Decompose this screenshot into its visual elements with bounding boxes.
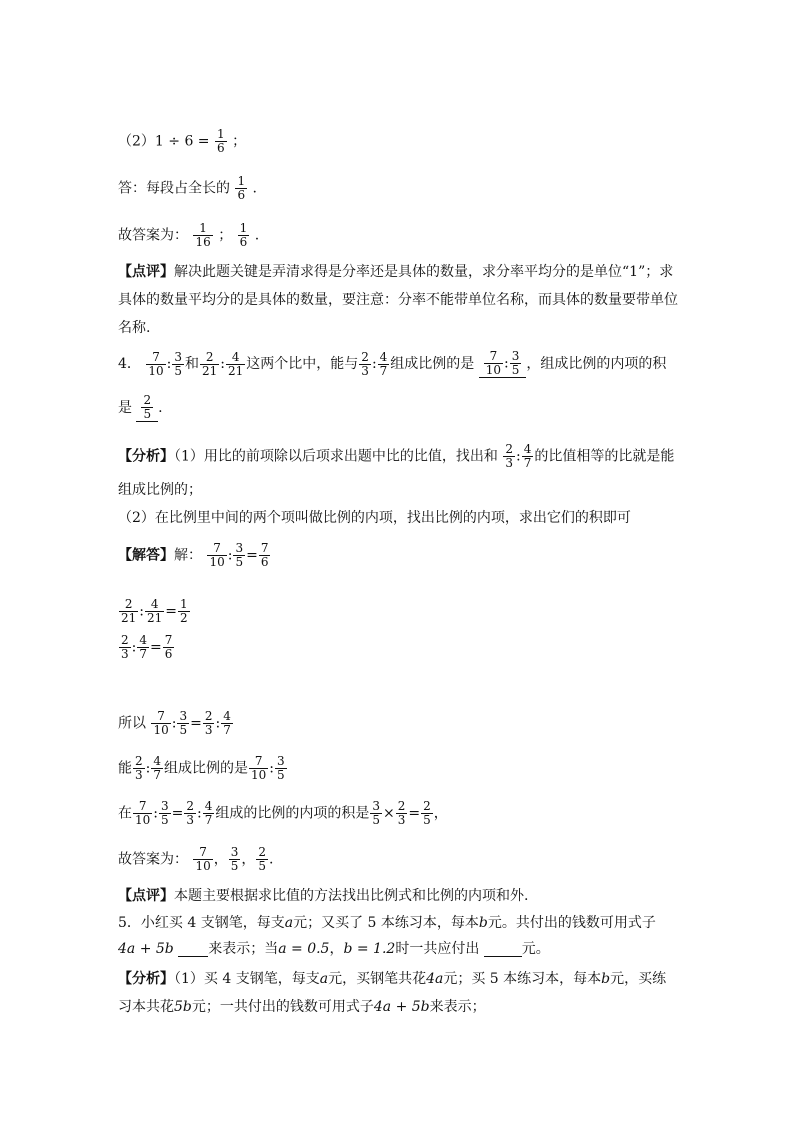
q4-line-2: 是 $\frac{2}{5}$ . (118, 393, 163, 421)
dianping-tag: 【点评】 (118, 264, 174, 280)
zai-line: 在 $\frac{7}{10}$ : $\frac{3}{5}$ = $\frac{2}{3}$ : $\frac{4}{7}$ 组成的比例的内项的积是 $\frac{3}{5}$ × $\frac{2}{3}$ = $\frac{2}{5}$ ， (118, 799, 448, 827)
fraction-1-6: $\frac{1}{6}$ (217, 127, 225, 155)
step-2-line: （2）1 ÷ 6 = $\frac{1}{6}$ ； (118, 127, 247, 155)
answer-blank-total[interactable] (484, 942, 522, 957)
question-number: 4． (118, 356, 141, 372)
fenxi-line-2: 组成比例的； (118, 482, 202, 498)
suoyi-line: 所以 $\frac{7}{10}$ : $\frac{3}{5}$ = $\frac{2}{3}$ : $\frac{4}{7}$ (118, 709, 231, 737)
answer-blank-ratio[interactable]: $\frac{7}{10}$ : $\frac{3}{5}$ (479, 350, 527, 378)
q5-line-1: 5．小红买 4 支钢笔，每支a元；又买了 5 本练习本，每本b元。共付出的钱数可用式子 (118, 915, 656, 931)
calc-line-3: $\frac{2}{3}$ : $\frac{4}{7}$ = $\frac{7}{6}$ (121, 633, 173, 661)
jieda-tag: 【解答】 (118, 547, 174, 564)
step-2-prefix: （2）1 ÷ 6 = (118, 133, 210, 150)
fenxi-tag: 【分析】 (118, 971, 174, 987)
q4-dianping-line: 【点评】本题主要根据求比值的方法找出比例式和比例的内项和外. (118, 888, 529, 904)
answer-line: 答：每段占全长的 $\frac{1}{6}$ . (118, 174, 257, 202)
neng-line: 能 $\frac{2}{3}$ : $\frac{4}{7}$ 组成比例的是 $\frac{7}{10}$ : $\frac{3}{5}$ (118, 754, 285, 782)
answer-blank-product[interactable]: $\frac{2}{5}$ (136, 394, 158, 422)
jieda-line: 【解答】解： $\frac{7}{10}$ : $\frac{3}{5}$ = $\frac{7}{6}$ (118, 541, 269, 569)
q5-fenxi-line-2: 习本共花5b元；一共付出的钱数可用式子4a + 5b来表示； (118, 999, 486, 1015)
calc-line-2: $\frac{2}{21}$ : $\frac{4}{21}$ = $\frac{1}{2}$ (121, 597, 188, 625)
q5-fenxi-line-1: 【分析】（1）买 4 支钢笔，每支a元，买钢笔共花4a元；买 5 本练习本，每本b元，买练 (118, 971, 667, 987)
fenxi-tag: 【分析】 (118, 448, 174, 465)
expression: 4a + 5b (118, 941, 174, 957)
dianping-tag: 【点评】 (118, 888, 174, 904)
fraction-1-6: $\frac{1}{6}$ (237, 174, 246, 202)
answer-blank-expression[interactable] (178, 942, 208, 957)
q4-line-1: 4． $\frac{7}{10}$ : $\frac{3}{5}$ 和 $\frac{2}{21}$ : $\frac{4}{21}$ 这两个比中，能与 $\frac{2}{3}$ : $\frac{4}{7}$ 组成比例的是 $\frac{7}{10}$ : $\frac{3}{5}$ ，组成比例的内项的积 (118, 349, 667, 378)
dianping-line-2: 具体的数量平均分的是具体的数量，要注意：分率不能带单位名称，而具体的数量要带单位 (118, 292, 678, 308)
q4-answer-line: 故答案为： $\frac{7}{10}$ ， $\frac{3}{5}$ ， $\frac{2}{5}$ . (118, 845, 274, 873)
fraction-1-6: $\frac{1}{6}$ (239, 221, 248, 249)
fraction-1-16: $\frac{1}{16}$ (195, 221, 211, 249)
dianping-line-3: 名称. (118, 320, 151, 336)
q5-line-2: 4a + 5b 来表示；当a = 0.5，b = 1.2时一共应付出 元。 (118, 941, 550, 957)
final-answer-line: 故答案为： $\frac{1}{16}$ ； $\frac{1}{6}$ . (118, 221, 260, 249)
fenxi-line-1: 【分析】（1）用比的前项除以后项求出题中比的比值，找出和 $\frac{2}{3}$ : $\frac{4}{7}$ 的比值相等的比就是能 (118, 442, 675, 470)
dianping-line-1: 【点评】解决此题关键是弄清求得是分率还是具体的数量，求分率平均分的是单位“1”；求 (118, 264, 674, 280)
fenxi-line-3: （2）在比例里中间的两个项叫做比例的内项，找出比例的内项，求出它们的积即可 (118, 510, 631, 526)
